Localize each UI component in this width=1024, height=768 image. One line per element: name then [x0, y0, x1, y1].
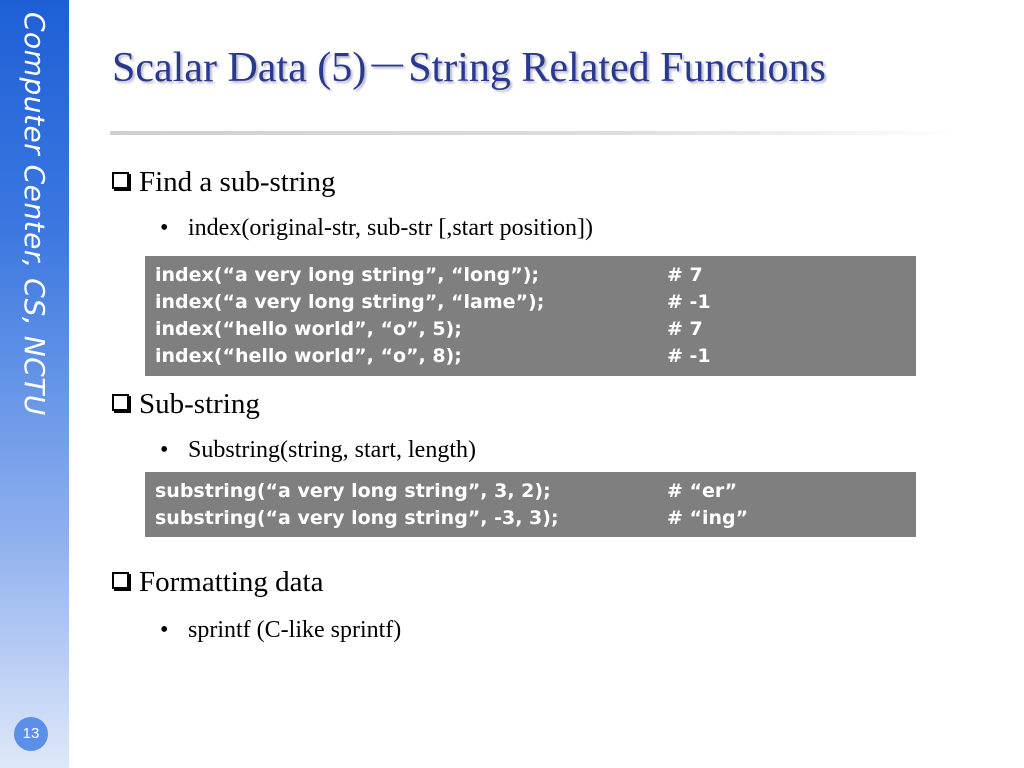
code-line — [155, 478, 906, 505]
checkbox-bullet-icon — [112, 572, 129, 589]
code-line — [155, 316, 906, 343]
code-block-index — [145, 256, 916, 376]
code-line — [155, 505, 906, 532]
bullet-label: Substring(string, start, length) — [188, 437, 476, 463]
code-comment: # 7 — [667, 264, 703, 286]
code-call: substring(“a very long string”, -3, 3); — [155, 507, 559, 529]
checkbox-bullet-icon — [112, 172, 129, 189]
sidebar — [0, 0, 69, 768]
page-number: 13 — [14, 717, 48, 751]
code-call: index(“hello world”, “o”, 8); — [155, 345, 462, 367]
code-comment: # -1 — [667, 345, 711, 367]
code-call: index(“hello world”, “o”, 5); — [155, 318, 462, 340]
bullet-dot-icon: • — [160, 617, 169, 643]
checkbox-bullet-icon — [112, 394, 129, 411]
code-line — [155, 262, 906, 289]
sidebar-label: Computer Center, CS, NCTU — [18, 12, 51, 416]
section-heading-label: Find a sub-string — [139, 166, 336, 198]
bullet-dot-icon: • — [160, 437, 169, 463]
code-call: index(“a very long string”, “long”); — [155, 264, 540, 286]
section-heading-label: Sub-string — [139, 388, 260, 420]
slide-title: Scalar Data (5)－String Related Functions — [112, 45, 826, 91]
section-heading-formatting — [112, 566, 323, 599]
bullet-label: index(original-str, sub-str [,start position]) — [188, 215, 593, 241]
section-heading-substring — [112, 388, 260, 421]
code-call: substring(“a very long string”, 3, 2); — [155, 480, 551, 502]
bullet-sprintf — [160, 617, 401, 644]
section-heading-find-substring — [112, 166, 336, 199]
bullet-substring-signature — [160, 437, 476, 464]
bullet-index-signature — [160, 215, 593, 242]
code-line — [155, 343, 906, 370]
code-comment: # “er” — [667, 480, 738, 502]
section-heading-label: Formatting data — [139, 566, 324, 598]
code-comment: # -1 — [667, 291, 711, 313]
bullet-dot-icon: • — [160, 215, 169, 241]
code-call: index(“a very long string”, “lame”); — [155, 291, 545, 313]
code-comment: # 7 — [667, 318, 703, 340]
title-divider — [110, 131, 960, 135]
code-block-substring — [145, 472, 916, 537]
bullet-label: sprintf (C-like sprintf) — [188, 617, 402, 643]
code-line — [155, 289, 906, 316]
code-comment: # “ing” — [667, 507, 749, 529]
